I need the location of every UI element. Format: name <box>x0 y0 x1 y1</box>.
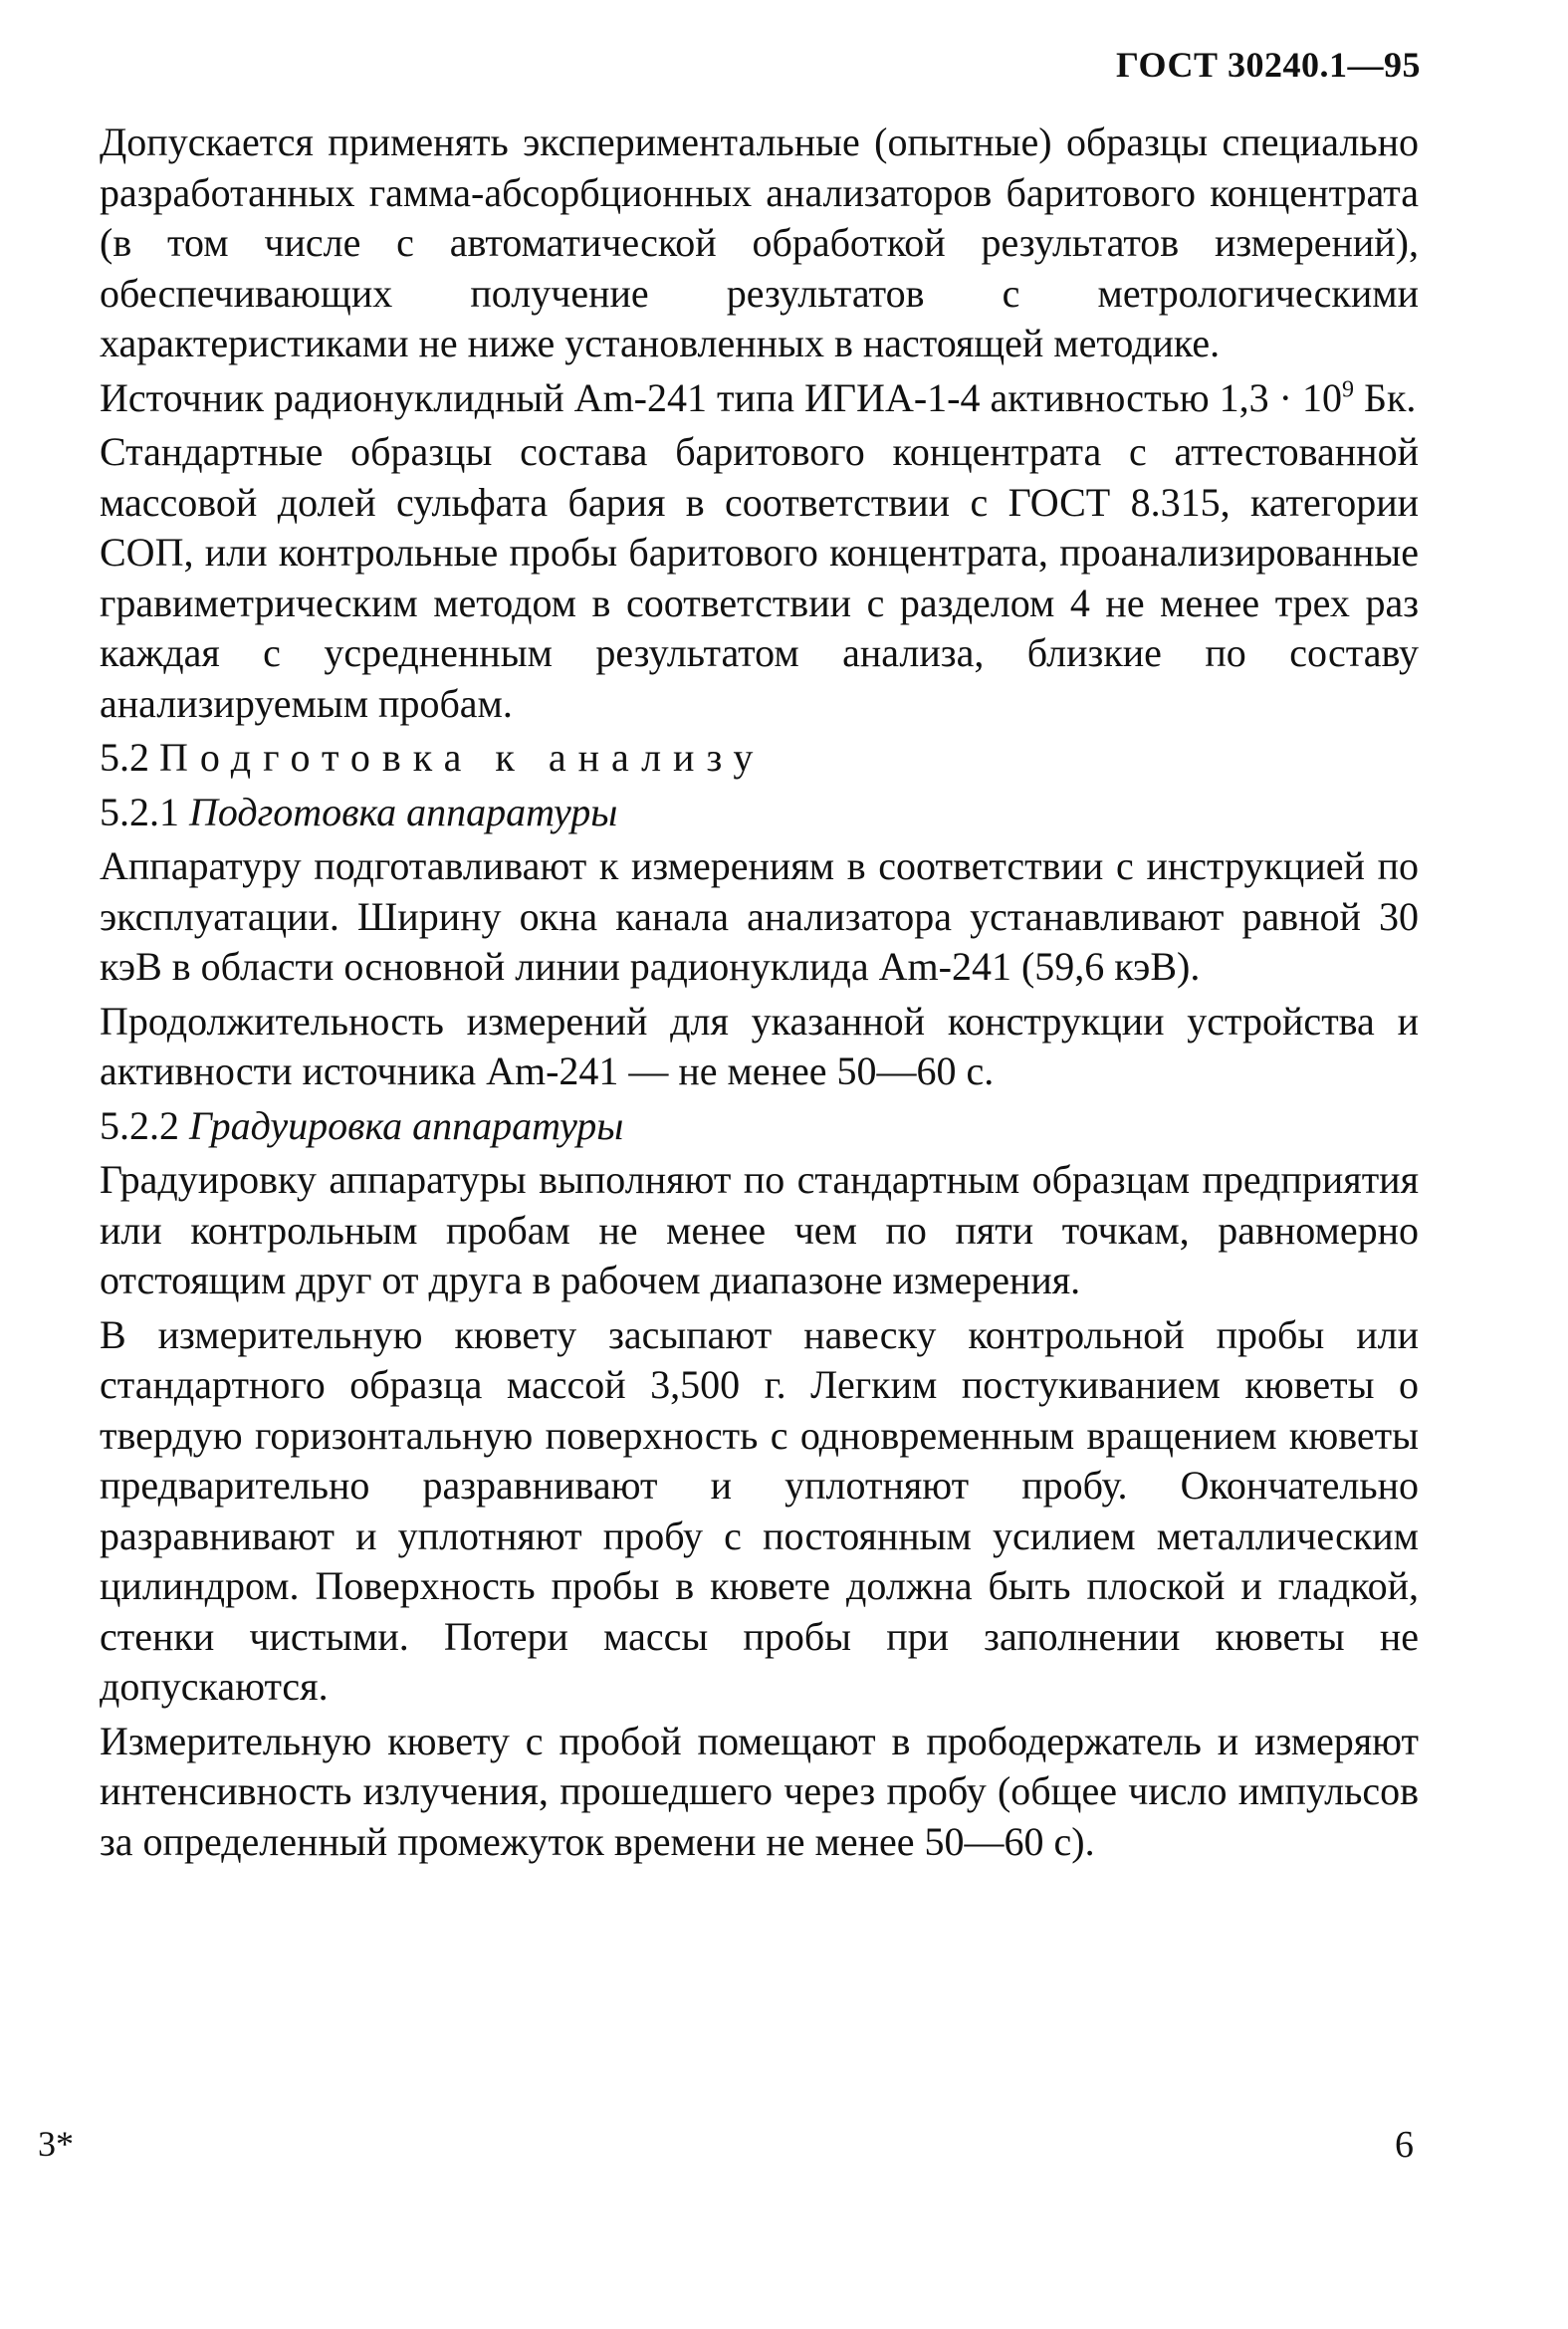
subsection-number-5-2-2: 5.2.2 <box>100 1102 189 1148</box>
paragraph-experimental-analyzers: Допускается применять экспериментальные (опытные) образцы специально разработанных гамма-абсорбционных анализаторов баритового концентрата (в том числе с автоматической обработкой результатов измерений), обеспечивающих получение результатов с метрологическими характеристиками не ниже установленных в настоящей методике. <box>100 119 1419 365</box>
paragraph-intensity-measurement: Измерительную кювету с пробой помещают в прободержатель и измеряют интенсивность излучения, прошедшего через пробу (общее число импульсов за определенный промежуток времени не менее 50—60 с). <box>100 1718 1419 1864</box>
paragraph-equipment-prep: Аппаратуру подготавливают к измерениям в соответствии с инструкцией по эксплуатации. Ширину окна канала анализатора устанавливают равной 30 кэВ в области основной линии радионуклида Am-241 (59,6 кэВ). <box>100 843 1419 989</box>
subsection-number-5-2-1: 5.2.1 <box>100 789 189 834</box>
page-number: 6 <box>1395 2124 1414 2166</box>
paragraph-measurement-duration: Продолжительность измерений для указанной конструкции устройства и активности источника Am-241 — не менее 50—60 с. <box>100 998 1419 1093</box>
page-body <box>100 117 1419 1871</box>
source-text: Источник радионуклидный Am-241 типа ИГИА-1-4 активностью 1,3 · 10 <box>100 374 1342 420</box>
source-unit: Бк. <box>1354 374 1417 420</box>
source-exponent: 9 <box>1342 376 1354 403</box>
document-header-standard: ГОСТ 30240.1—95 <box>1116 45 1421 85</box>
subsection-heading-5-2-2 <box>100 1101 1419 1152</box>
paragraph-radionuclide-source <box>100 373 1419 424</box>
footer-signature-mark: 3* <box>38 2124 74 2164</box>
section-title-5-2: Подготовка к анализу <box>159 735 766 780</box>
paragraph-calibration: Градуировку аппаратуры выполняют по стандартным образцам предприятия или контрольным пробам не менее чем по пяти точкам, равномерно отстоящим друг от друга в рабочем диапазоне измерения. <box>100 1157 1419 1302</box>
subsection-title-5-2-1: Подготовка аппаратуры <box>189 789 618 834</box>
paragraph-cuvette-filling: В измерительную кювету засыпают навеску контрольной пробы или стандартного образца массой 3,500 г. Легким постукиванием кюветы о твердую горизонтальную поверхность с одновременным вращением кюветы предварительно разравнивают и уплотняют пробу. Окончательно разравнивают и уплотняют пробу с постоянным усилием металлическим цилиндром. Поверхность пробы в кювете должна быть плоской и гладкой, стенки чистыми. Потери массы пробы при заполнении кюветы не допускаются. <box>100 1311 1419 1709</box>
paragraph-standard-samples: Стандартные образцы состава баритового концентрата с аттестованной массовой долей сульфата бария в соответствии с ГОСТ 8.315, категории СОП, или контрольные пробы баритового концентрата, проанализированные гравиметрическим методом в соответствии с разделом 4 не менее трех раз каждая с усредненным результатом анализа, близкие по составу анализируемым пробам. <box>100 429 1419 726</box>
subsection-title-5-2-2: Градуировка аппаратуры <box>189 1102 624 1148</box>
section-number-5-2: 5.2 <box>100 735 159 780</box>
subsection-heading-5-2-1 <box>100 788 1419 838</box>
section-heading-5-2 <box>100 733 1419 784</box>
